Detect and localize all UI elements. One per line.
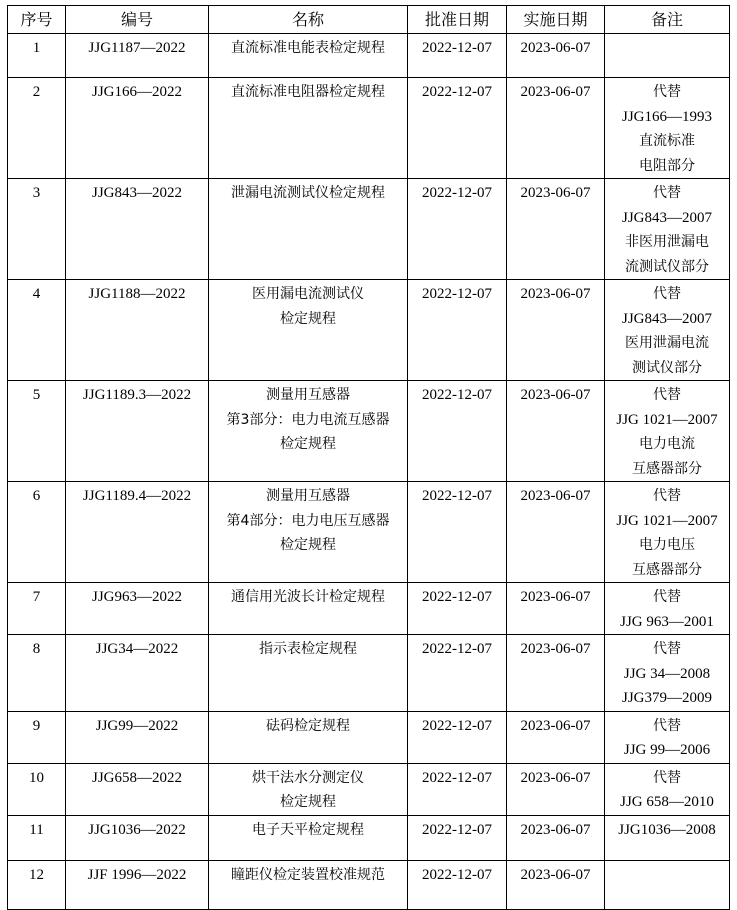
cell-remarks-line: JJG 1021—2007 [616,411,718,428]
header-no: 序号 [8,6,66,34]
cell-no: 10 [8,763,66,815]
cell-remarks [605,711,730,763]
cell-name-line: 医用漏电流测试仪 [252,286,364,302]
cell-effective-date: 2023-06-07 [507,815,605,860]
cell-remarks-line: 互感器部分 [632,561,702,578]
table-row [8,179,730,280]
header-approved-date: 批准日期 [408,6,507,34]
cell-approved-date: 2022-12-07 [408,78,507,179]
cell-remarks-line: 代替 [653,185,681,201]
cell-no: 4 [8,280,66,381]
cell-name-line: 第4部分：电力电压互感器 [226,512,390,529]
cell-name [209,34,408,78]
table-body [8,34,730,910]
cell-no: 7 [8,583,66,635]
table-row [8,34,730,78]
header-effective-date: 实施日期 [507,6,605,34]
cell-remarks-line: 代替 [653,488,681,504]
cell-code: JJG1189.3—2022 [66,381,209,482]
cell-code: JJG1189.4—2022 [66,482,209,583]
cell-code: JJG34—2022 [66,635,209,712]
cell-name-line: 电子天平检定规程 [252,821,364,838]
cell-remarks-line: JJG 99—2006 [623,742,711,758]
header-remarks: 备注 [605,6,730,34]
cell-code: JJF 1996—2022 [66,860,209,909]
table-row [8,78,730,179]
cell-code: JJG843—2022 [66,179,209,280]
table-row [8,482,730,583]
cell-remarks [605,34,730,78]
standards-table [7,5,730,910]
header-name: 名称 [209,6,408,34]
cell-remarks-line: 代替 [653,387,681,403]
cell-remarks [605,179,730,280]
cell-remarks-line: JJG 34—2008 [623,665,711,682]
cell-no: 5 [8,381,66,482]
cell-effective-date: 2023-06-07 [507,860,605,909]
cell-effective-date: 2023-06-07 [507,179,605,280]
cell-effective-date: 2023-06-07 [507,280,605,381]
table-row [8,280,730,381]
cell-name-line: 检定规程 [280,537,336,553]
cell-remarks-line: JJG843—2007 [621,209,712,226]
cell-code: JJG166—2022 [66,78,209,179]
table-row [8,711,730,763]
cell-effective-date: 2023-06-07 [507,34,605,78]
cell-no: 8 [8,635,66,712]
cell-name [209,78,408,179]
cell-name-line: 第3部分：电力电流互感器 [226,411,390,428]
cell-name [209,711,408,763]
cell-remarks-line: 电阻部分 [639,157,695,174]
cell-approved-date: 2022-12-07 [408,711,507,763]
cell-name-line: 测量用互感器 [266,488,350,504]
cell-remarks [605,763,730,815]
cell-effective-date: 2023-06-07 [507,635,605,712]
cell-name-line: 通信用光波长计检定规程 [231,589,385,605]
cell-code: JJG658—2022 [66,763,209,815]
cell-no: 2 [8,78,66,179]
cell-remarks-line: JJG843—2007 [621,310,712,327]
cell-remarks-line: 流测试仪部分 [625,258,709,275]
cell-code: JJG1036—2022 [66,815,209,860]
cell-name-line: 直流标准电能表检定规程 [231,40,385,56]
cell-remarks-line: JJG 1021—2007 [616,512,718,529]
table-row [8,381,730,482]
cell-name-line: 测量用互感器 [266,387,350,403]
cell-approved-date: 2022-12-07 [408,635,507,712]
cell-remarks [605,280,730,381]
cell-remarks-line: 代替 [653,286,681,302]
table-row [8,583,730,635]
cell-remarks-line: 代替 [653,717,681,734]
header-code: 编号 [66,6,209,34]
cell-code: JJG963—2022 [66,583,209,635]
cell-name [209,583,408,635]
cell-no: 6 [8,482,66,583]
cell-approved-date: 2022-12-07 [408,815,507,860]
cell-name [209,179,408,280]
cell-remarks [605,815,730,860]
cell-approved-date: 2022-12-07 [408,179,507,280]
cell-remarks-line: JJG 963—2001 [620,613,714,630]
cell-approved-date: 2022-12-07 [408,280,507,381]
cell-no: 11 [8,815,66,860]
cell-remarks [605,78,730,179]
cell-name-line: 砝码检定规程 [266,717,350,734]
cell-name-line: 直流标准电阻器检定规程 [231,84,385,100]
cell-remarks [605,381,730,482]
table-row [8,763,730,815]
cell-remarks-line: 医用泄漏电流 [625,335,709,351]
cell-no: 3 [8,179,66,280]
cell-remarks-line: 代替 [653,641,681,657]
cell-approved-date: 2022-12-07 [408,763,507,815]
cell-approved-date: 2022-12-07 [408,381,507,482]
cell-remarks-line: 代替 [653,589,681,605]
cell-name [209,280,408,381]
cell-effective-date: 2023-06-07 [507,482,605,583]
cell-name-line: 检定规程 [280,436,336,452]
cell-remarks-line: 测试仪部分 [632,359,702,376]
cell-name-line: 检定规程 [280,310,336,327]
cell-remarks-line: 直流标准 [639,133,695,149]
cell-name-line: 烘干法水分测定仪 [252,769,364,786]
cell-remarks-line: JJG 658—2010 [620,794,714,810]
cell-name [209,635,408,712]
cell-approved-date: 2022-12-07 [408,860,507,909]
cell-remarks-line: JJG379—2009 [621,690,712,706]
cell-name [209,763,408,815]
cell-name-line: 泄漏电流测试仪检定规程 [231,185,385,201]
cell-remarks-line: 代替 [653,84,681,100]
cell-remarks [605,583,730,635]
cell-no: 9 [8,711,66,763]
cell-name-line: 指示表检定规程 [259,641,357,657]
cell-approved-date: 2022-12-07 [408,583,507,635]
cell-name-line: 瞳距仪检定装置校准规范 [231,866,385,883]
cell-effective-date: 2023-06-07 [507,711,605,763]
cell-effective-date: 2023-06-07 [507,583,605,635]
cell-approved-date: 2022-12-07 [408,34,507,78]
cell-remarks-line: JJG1036—2008 [618,821,716,838]
cell-effective-date: 2023-06-07 [507,381,605,482]
table-row [8,815,730,860]
cell-remarks [605,482,730,583]
cell-no: 12 [8,860,66,909]
cell-code: JJG1188—2022 [66,280,209,381]
cell-remarks-line: JJG166—1993 [621,108,712,125]
cell-name [209,815,408,860]
cell-name [209,482,408,583]
cell-code: JJG1187—2022 [66,34,209,78]
cell-remarks-line: 互感器部分 [632,460,702,477]
cell-remarks-line: 电力电压 [639,537,695,553]
cell-code: JJG99—2022 [66,711,209,763]
header-row [8,6,730,34]
cell-remarks-line: 代替 [653,769,681,786]
cell-remarks [605,635,730,712]
cell-remarks-line: 非医用泄漏电 [625,234,709,250]
cell-remarks-line: 电力电流 [639,436,695,452]
cell-name-line: 检定规程 [280,794,336,810]
cell-effective-date: 2023-06-07 [507,763,605,815]
cell-effective-date: 2023-06-07 [507,78,605,179]
cell-approved-date: 2022-12-07 [408,482,507,583]
cell-name [209,381,408,482]
table-row [8,635,730,712]
cell-no: 1 [8,34,66,78]
